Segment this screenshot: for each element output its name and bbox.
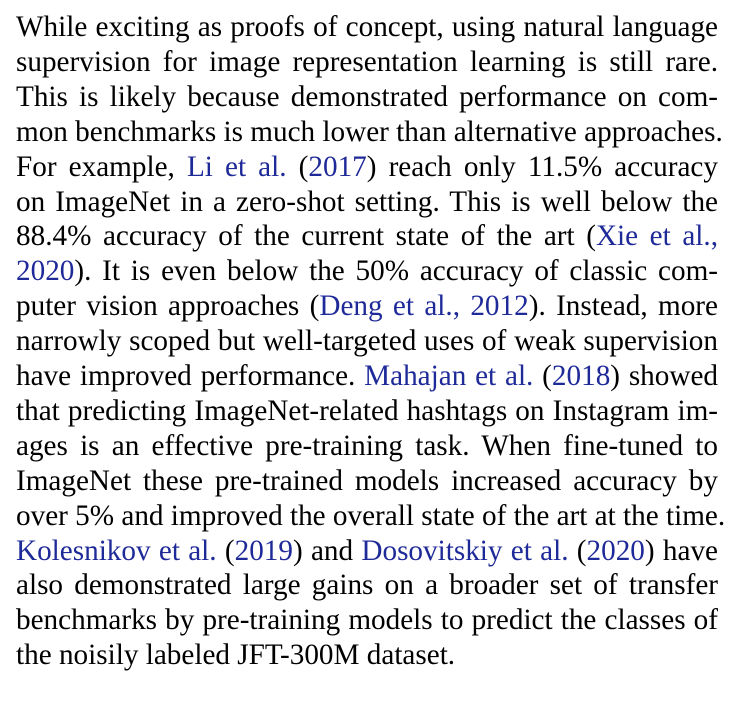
citation-link[interactable]: 2017 — [308, 150, 367, 183]
text-run: ( — [216, 534, 235, 567]
text-run: ) and — [292, 534, 362, 567]
text-line — [16, 219, 718, 253]
citation-link[interactable]: Xie et al., — [595, 220, 718, 253]
text-run: ) have — [644, 534, 718, 567]
text-run: ( — [568, 534, 587, 567]
text-line — [16, 289, 718, 323]
text-run: that predicting ImageNet-related hashtags on Instagram im- — [16, 394, 718, 427]
text-run: This is likely because demonstrated performance on com- — [16, 80, 718, 113]
text-line — [16, 464, 718, 498]
text-line — [16, 324, 718, 358]
text-run: on ImageNet in a zero-shot setting. This is well below the — [16, 185, 718, 218]
text-run: ImageNet these pre-trained models increased accuracy by — [16, 464, 718, 497]
text-line — [16, 638, 718, 672]
text-line — [16, 115, 723, 149]
text-line — [16, 80, 718, 114]
text-line — [16, 10, 718, 44]
text-line — [16, 568, 718, 602]
text-run: For example, — [16, 150, 187, 183]
text-run: ). It is even below the 50% accuracy of classic com- — [74, 255, 718, 288]
text-line — [16, 499, 726, 533]
text-run: supervision for image representation learning is still rare. — [16, 45, 718, 78]
text-run: narrowly scoped but well-targeted uses of weak supervision — [16, 325, 718, 358]
text-run: ) showed — [610, 360, 718, 392]
citation-link[interactable]: 2018 — [551, 360, 611, 392]
text-line — [16, 603, 718, 637]
citation-link[interactable]: Mahajan et al. — [364, 360, 534, 392]
text-run: While exciting as proofs of concept, using natural language — [16, 11, 718, 43]
text-run: have improved performance. — [16, 360, 365, 392]
text-run: mon benchmarks is much lower than alternative approaches. — [16, 115, 723, 148]
text-line — [16, 359, 718, 393]
text-line — [16, 45, 718, 79]
text-run: ( — [533, 360, 552, 392]
text-run: ). Instead, more — [528, 290, 718, 323]
text-run: ages is an effective pre-training task. When fine-tuned to — [16, 429, 718, 462]
text-line — [16, 150, 718, 184]
text-run: the noisily labeled JFT-300M dataset. — [16, 639, 456, 672]
citation-link[interactable]: 2020 — [16, 255, 75, 288]
citation-link[interactable]: 2020 — [586, 534, 645, 567]
text-run: ( — [286, 150, 309, 183]
citation-link[interactable]: 2019 — [234, 534, 293, 567]
citation-link[interactable]: Deng et al., 2012 — [319, 290, 529, 323]
text-run: puter vision approaches ( — [16, 290, 320, 323]
text-run: benchmarks by pre-training models to predict the classes of — [16, 604, 718, 637]
text-line — [16, 185, 718, 219]
text-run: over 5% and improved the overall state of the art at the time. — [16, 499, 726, 532]
text-line — [16, 394, 718, 428]
text-line — [16, 534, 718, 568]
text-line — [16, 429, 718, 463]
citation-link[interactable]: Kolesnikov et al. — [16, 534, 217, 567]
text-run: also demonstrated large gains on a broader set of transfer — [16, 569, 718, 602]
text-line — [16, 254, 718, 288]
text-run: 88.4% accuracy of the current state of the art ( — [16, 220, 596, 253]
citation-link[interactable]: Li et al. — [186, 150, 287, 183]
citation-link[interactable]: Dosovitskiy et al. — [361, 534, 569, 567]
text-run: ) reach only 11.5% accuracy — [366, 150, 718, 183]
